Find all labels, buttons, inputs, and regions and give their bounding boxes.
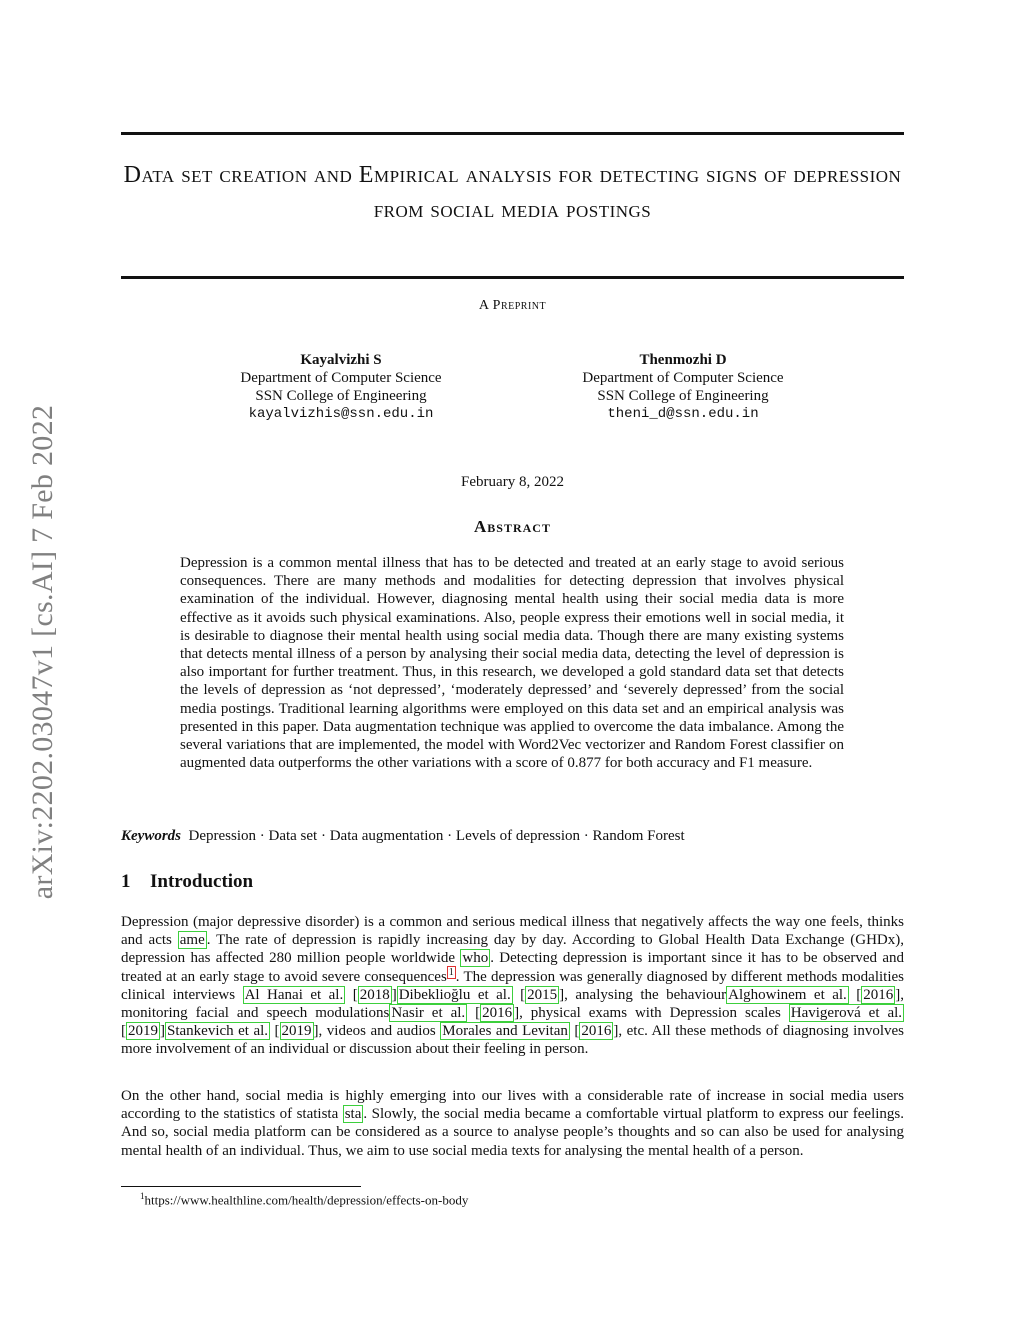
- footnote-mark: 1: [140, 1191, 145, 1201]
- section-number: 1: [121, 871, 131, 892]
- citation-link[interactable]: Alghowinem et al.: [728, 986, 847, 1003]
- citation-link[interactable]: Al Hanai et al.: [244, 986, 344, 1003]
- citation-link[interactable]: 2019: [281, 1023, 312, 1040]
- title-bottom-rule: [121, 276, 904, 279]
- citation-link[interactable]: ame: [179, 932, 205, 949]
- citation-link[interactable]: 2019: [128, 1023, 158, 1040]
- citation-link[interactable]: sta: [344, 1106, 362, 1123]
- author-college: SSN College of Engineering: [597, 388, 769, 404]
- author-name: Kayalvizhi S: [300, 352, 382, 368]
- keywords-label: Keywords: [121, 828, 181, 844]
- citation-link[interactable]: 2016: [482, 1005, 513, 1022]
- author-email[interactable]: theni_d@ssn.edu.in: [607, 406, 759, 422]
- author-department: Department of Computer Science: [582, 370, 784, 386]
- citation-link[interactable]: Nasir et al.: [391, 1005, 466, 1022]
- publication-date: February 8, 2022: [461, 474, 564, 490]
- footnote-link[interactable]: 1: [448, 966, 454, 978]
- intro-paragraph-2: On the other hand, social media is highly emerging into our lives with a considerable rate of increase in social media users according to the statistics of statista sta . Slowly, the social media became a comfortable virtual platform to express our feelings. And so, social media platform can be considered as a source to analyse people’s thoughts and so can also be used for analysing mental health of an individual. Thus, we aim to use social media texts for analysing the mental health of a person.: [121, 1088, 904, 1159]
- citation-link[interactable]: 2018: [359, 986, 390, 1003]
- citation-link[interactable]: 2016: [581, 1023, 612, 1040]
- section-title: Introduction: [150, 871, 254, 892]
- keywords-line: [121, 828, 904, 845]
- abstract-heading: Abstract: [474, 517, 551, 536]
- keywords-list: Depression · Data set · Data augmentation · Levels of depression · Random Forest: [188, 828, 685, 844]
- section-heading: [121, 871, 253, 893]
- citation-link[interactable]: Morales and Levitan: [442, 1023, 568, 1040]
- intro-paragraph-1: Depression (major depressive disorder) is a common and serious medical illness that negatively affects the way one feels, thinks and acts ame . The rate of depression is rapidly increasing day by day. According to Global Health Data Exchange (GHDx), depression has affected 280 million people worldwide who . Detecting depression is important since it has to be observed and treated at an early stage to avoid severe consequences $^1$ . The depression was generally diagnosed by different methods modalities clinical interviews Al Hanai et al. [ 2018 ] Dibeklioğlu et al. [ 2015 ], analysing the behaviour Alghowinem et al. [ 2016 ], monitoring facial and speech modulations Nasir et al. [ 2016 ], physical exams with Depression scales Havigerová et al. [ 2019 ] Stankevich et al. [ 2019 ], videos and audios Morales and Levitan [ 2016 ], etc. All these methods of diagnosing involves more involvement of an individual or discussion about their feeling in person.: [121, 914, 905, 1058]
- abstract-text: Depression is a common mental illness that has to be detected and treated at an early stage to avoid serious consequences. There are many methods and modalities for detecting depression that involves physical examination of the individual. However, diagnosing mental health using their social media data is more effective as it avoids such physical examinations. Also, people express their emotions well in social media, it is desirable to diagnose their mental health using social media data. Though there are many existing systems that detects mental illness of a person by analysing their social media data, detecting the level of depression is also important for further treatment. Thus, in this research, we developed a gold standard data set that detects the levels of depression as ‘not depressed’, ‘moderately depressed’ and ‘severely depressed’ from the social media postings. Traditional learning algorithms were employed on this data set and an empirical analysis was presented in this paper. Data augmentation technique was applied to overcome the data imbalance. Among the several variations that are implemented, the model with Word2Vec vectorizer and Random Forest classifier on augmented data outperforms the other variations with a score of 0.877 for both accuracy and F1 measure.: [180, 555, 844, 772]
- footnote: [140, 1191, 468, 1208]
- author-email[interactable]: kayalvizhis@ssn.edu.in: [248, 406, 434, 422]
- arxiv-identifier: arXiv:2202.03047v1 [cs.AI] 7 Feb 2022: [26, 404, 59, 900]
- preprint-label: A Preprint: [478, 298, 547, 313]
- footnote-url[interactable]: https://www.healthline.com/health/depression/effects-on-body: [144, 1192, 469, 1208]
- author-name: Thenmozhi D: [639, 352, 727, 368]
- title-top-rule: [121, 132, 904, 135]
- citation-link[interactable]: 2015: [527, 986, 558, 1003]
- citation-link[interactable]: 2016: [863, 986, 894, 1003]
- author-block-2: [533, 351, 833, 423]
- citation-link[interactable]: Dibeklioğlu et al.: [398, 986, 511, 1003]
- author-college: SSN College of Engineering: [255, 388, 427, 404]
- footnote-divider: [121, 1186, 361, 1187]
- citation-link[interactable]: Havigerová et al.: [790, 1005, 903, 1022]
- author-department: Department of Computer Science: [240, 370, 442, 386]
- citation-link[interactable]: Stankevich et al.: [167, 1023, 269, 1040]
- paper-title: Data set creation and Empirical analysis for detecting signs of depression from social media postings: [123, 162, 902, 223]
- author-block-1: [191, 351, 491, 423]
- citation-link[interactable]: who: [462, 950, 489, 967]
